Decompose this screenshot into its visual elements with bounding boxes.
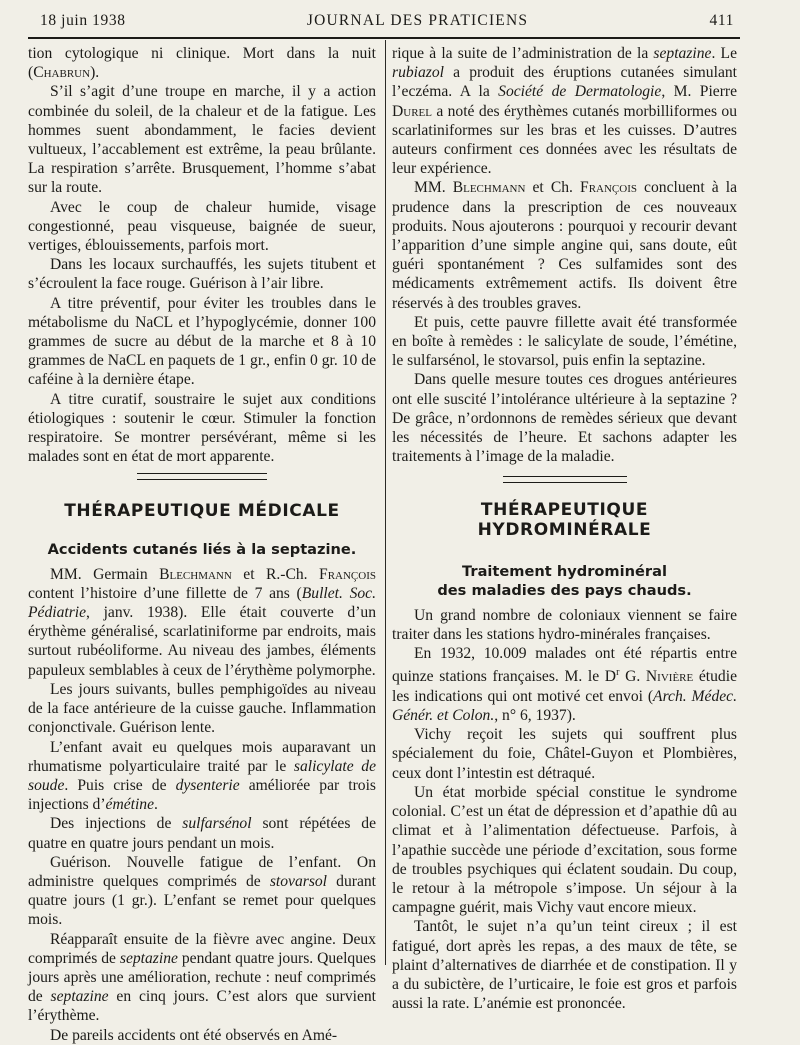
- paragraph: Un grand nombre de coloniaux viennent se faire traiter dans les stations hydro-minérales françaises.: [392, 606, 737, 644]
- paragraph: Et puis, cette pauvre fillette avait été transformée en boîte à remèdes : le salicylate de soude, l’émétine, le sulfarsénol, le stovarsol, puis enfin la septazine.: [392, 313, 737, 370]
- paragraph: A titre préventif, pour éviter les troubles dans le métabolisme du NaCL et l’hypoglycémie, donner 100 grammes de sucre au début de la marche et 8 à 10 grammes de NaCL en paquets de 1 gr., enfin 0 gr. 10 de caféine à la dernière étape.: [28, 294, 376, 389]
- section-separator: [503, 476, 627, 483]
- section-title-therapeutique-hydrominerale: THÉRAPEUTIQUE HYDROMINÉRALE: [477, 500, 652, 540]
- header-rule: [28, 37, 740, 39]
- paragraph: Tantôt, le sujet n’a qu’un teint cireux ; il est fatigué, dort après les repas, a des maux de tête, se plaint d’alternatives de diarrhée et de constipation. Il y a du subictère, de l’urticaire, le foie est gros et parfois aussi la rate. L’anémie est prononcée.: [392, 918, 737, 1013]
- paragraph: Des injections de sulfarsénol sont répétées de quatre en quatre jours pendant un mois.: [28, 815, 376, 852]
- paragraph: Vichy reçoit les sujets qui souffrent plus spécialement du foie, Châtel-Guyon et Plombières, ceux dont l’intestin est détraqué.: [392, 726, 737, 782]
- paragraph: L’enfant avait eu quelques mois auparavant un rhumatisme polyarticulaire traité par le salicylate de soude. Puis crise de dysenterie améliorée par trois injections d’émétine.: [28, 738, 376, 814]
- paragraph: Dans les locaux surchauffés, les sujets titubent et s’écroulent la face rouge. Guérison à l’air libre.: [28, 256, 376, 293]
- header-page-number: 411: [709, 12, 734, 29]
- article-title-accidents-cutanes: Accidents cutanés liés à la septazine.: [47, 540, 357, 558]
- paragraph: Dans quelle mesure toutes ces drogues antérieures ont elle suscité l’intolérance ultérieure à la septazine ? De grâce, n’ordonnons de remèdes sérieux que devant les nécessités de l’heure. Et sachons adapter les traitements à l’image de la maladie.: [392, 371, 737, 466]
- right-column: [392, 44, 737, 1013]
- paragraph: De pareils accidents ont été observés en Amé-: [50, 1026, 338, 1044]
- paragraph: Un état morbide spécial constitue le syndrome colonial. C’est un état de dépression et d’apathie dû au climat et à l’alimentation défectueuse. Parfois, à l’apathie succède une période d’excitation, sous forme de troubles psychiques qui éclatent soudain. Du coup, le retour à la métropole s’impose. Un séjour à la campagne guérit, mais Vichy vaut encore mieux.: [392, 783, 737, 917]
- header-date: 18 juin 1938: [40, 12, 126, 29]
- left-column: [28, 44, 376, 1045]
- section-title-therapeutique-medicale: THÉRAPEUTIQUE MÉDICALE: [64, 501, 340, 522]
- column-divider: [385, 40, 386, 965]
- paragraph: MM. Blechmann et Ch. François concluent à la prudence dans la prescription de ces nouveaux produits. Nous ajouterons : pourquoi y recourir devant l’apparition d’une simple angine qui, sans doute, eût guéri spontanément ? Ces sulfamides sont des médicaments extrêmement actifs. Ils doivent être réservés à des troubles graves.: [392, 179, 737, 312]
- paragraph: MM. Germain Blechmann et R.-Ch. François content l’histoire d’une fillette de 7 ans (Bullet. Soc. Pédiatrie, janv. 1938). Elle était couverte d’un érythème généralisé, scarlatiniforme par endroits, mais surtout rubéoliforme. Au niveau des jambes, éléments papuleux semblables à ceux de l’érythème polymorphe.: [28, 565, 376, 679]
- paragraph: Les jours suivants, bulles pemphigoïdes au niveau de la face antérieure de la cuisse gauche. Inflammation conjonctivale. Guérison lente.: [28, 680, 376, 737]
- article-title-line-1: Traitement hydrominéral: [462, 562, 667, 580]
- paragraph: Réapparaît ensuite de la fièvre avec angine. Deux comprimés de septazine pendant quatre jours. Quelques jours après une amélioration, rechute : neuf comprimés de septazine en cinq jours. C’est alors que survient l’érythème.: [28, 930, 376, 1025]
- paragraph: tion cytologique ni clinique. Mort dans la nuit (Chabrun).: [28, 45, 376, 82]
- paragraph: Avec le coup de chaleur humide, visage congestionné, peau visqueuse, baignée de sueur, vertiges, éblouissements, parfois mort.: [28, 198, 376, 255]
- paragraph: Guérison. Nouvelle fatigue de l’enfant. On administre quelques comprimés de stovarsol durant quatre jours (1 gr.). L’enfant se remet pour quelques mois.: [28, 853, 376, 929]
- paragraph: A titre curatif, soustraire le sujet aux conditions étiologiques : soutenir le cœur. Stimuler la fonction respiratoire. Se montrer persévérant, même si les malades sont en état de mort apparente.: [28, 390, 376, 466]
- paragraph: En 1932, 10.009 malades ont été répartis entre quinze stations françaises. M. le $D^r$ G. Nivière étudie les indications qui ont motivé cet envoi (Arch. Médec. Génér. et Colon., n° 6, 1937).: [392, 645, 738, 725]
- article-title-line-2: des maladies des pays chauds.: [437, 581, 692, 599]
- header-journal-title: JOURNAL DES PRATICIENS: [306, 12, 529, 29]
- paragraph: S’il s’agit d’une troupe en marche, il y a action combinée du soleil, de la chaleur et de la fatigue. Les hommes suent abondamment, le facies devient vultueux, l’accablement est extrême, la peau brûlante. La respiration s’arrête. Brusquement, l’homme s’abat sur la route.: [28, 83, 376, 197]
- section-separator: [137, 473, 267, 480]
- paragraph: rique à la suite de l’administration de la septazine. Le rubiazol a produit des éruptions cutanées simulant l’eczéma. A la Société de Dermatologie, M. Pierre Durel a noté des érythèmes cutanés morbilliformes ou scarlatiniformes sur les bras et les cuisses. D’autres auteurs confirment ces données avec les résultats de leur expérience.: [392, 45, 738, 178]
- page-header: [40, 12, 734, 30]
